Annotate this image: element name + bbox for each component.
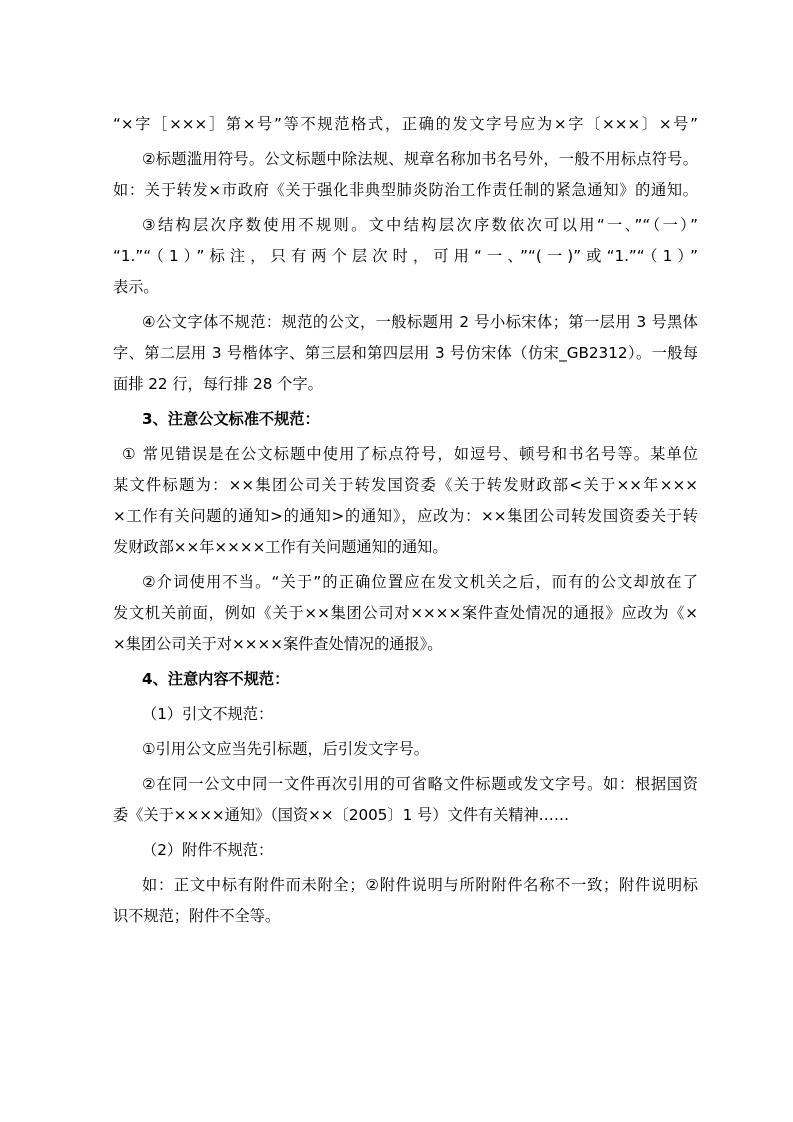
- text-line: 面排 22 行，每行排 28 个字。: [113, 375, 323, 393]
- text-line: 发文机关前面，例如《关于××集团公司对××××案件查处情况的通报》应改为《×: [113, 604, 698, 622]
- paragraph-citation-order: [113, 734, 698, 765]
- text-line: ×集团公司关于对××××案件查处情况的通报》。: [113, 635, 443, 653]
- text-line: ①引用公文应当先引标题，后引发文字号。: [142, 740, 429, 758]
- paragraph-font-rules: [113, 307, 698, 400]
- text-line: ① 常见错误是在公文标题中使用了标点符号，如逗号、顿号和书名号等。某单位: [122, 445, 698, 463]
- text-line: ③结构层次序数使用不规则。文中结构层次序数依次可以用“一、”“（一）”: [142, 216, 698, 234]
- paragraph-preposition-usage: [113, 567, 698, 660]
- section-heading: 3、注意公文标准不规范：: [142, 410, 320, 428]
- text-line: （2）附件不规范：: [142, 841, 274, 859]
- text-line: 识不规范；附件不全等。: [113, 907, 281, 925]
- text-line: 字、第二层用 3 号楷体字、第三层和第四层用 3 号仿宋体（仿宋_GB2312）。一般每: [113, 344, 698, 362]
- section-heading-3: [113, 404, 698, 435]
- paragraph-citation-repeat: [113, 769, 698, 831]
- paragraph-punctuation-errors: [113, 439, 698, 563]
- text-line: 表示。: [113, 278, 159, 296]
- text-line: 如：正文中标有附件而未附全；②附件说明与所附附件名称不一致；附件说明标: [142, 876, 698, 894]
- text-line: 某文件标题为：××集团公司关于转发国资委《关于转发财政部<关于××年×××: [113, 476, 698, 494]
- paragraph-attachment-heading: [113, 835, 698, 866]
- paragraph-attachment-errors: [113, 870, 698, 932]
- section-heading-4: [113, 664, 698, 695]
- text-line: ②标题滥用符号。公文标题中除法规、规章名称加书名号外，一般不用标点符号。: [142, 150, 698, 168]
- text-line: 委《关于××××通知》（国资××〔2005〕1 号）文件有关精神……: [113, 806, 570, 824]
- paragraph-title-symbols: [113, 144, 698, 206]
- paragraph-structure-numbering: [113, 210, 698, 303]
- paragraph-citation-heading: [113, 699, 698, 730]
- text-line: ②在同一公文中同一文件再次引用的可省略文件标题或发文字号。如：根据国资: [142, 775, 698, 793]
- text-line: “×字［×××］第×号”等不规范格式，正确的发文字号应为×字〔×××〕×号”: [113, 115, 698, 133]
- text-line: （1）引文不规范：: [142, 705, 274, 723]
- text-line: “1.”“（1）”标注，只有两个层次时，可用“一、”“(一)”或“1.”“（1）”: [113, 247, 698, 265]
- section-heading: 4、注意内容不规范：: [142, 670, 290, 688]
- text-line: ②介词使用不当。“关于”的正确位置应在发文机关之后，而有的公文却放在了: [142, 573, 698, 591]
- text-line: 发财政部××年××××工作有关问题通知的通知。: [113, 538, 448, 556]
- text-line: ④公文字体不规范：规范的公文，一般标题用 2 号小标宋体；第一层用 3 号黑体: [142, 313, 698, 331]
- text-line: ×工作有关问题的通知>的通知>的通知》，应改为：××集团公司转发国资委关于转: [113, 507, 698, 525]
- text-line: 如：关于转发×市政府《关于强化非典型肺炎防治工作责任制的紧急通知》的通知。: [113, 181, 698, 199]
- document-body: [113, 109, 698, 932]
- paragraph-format-note: [113, 109, 698, 140]
